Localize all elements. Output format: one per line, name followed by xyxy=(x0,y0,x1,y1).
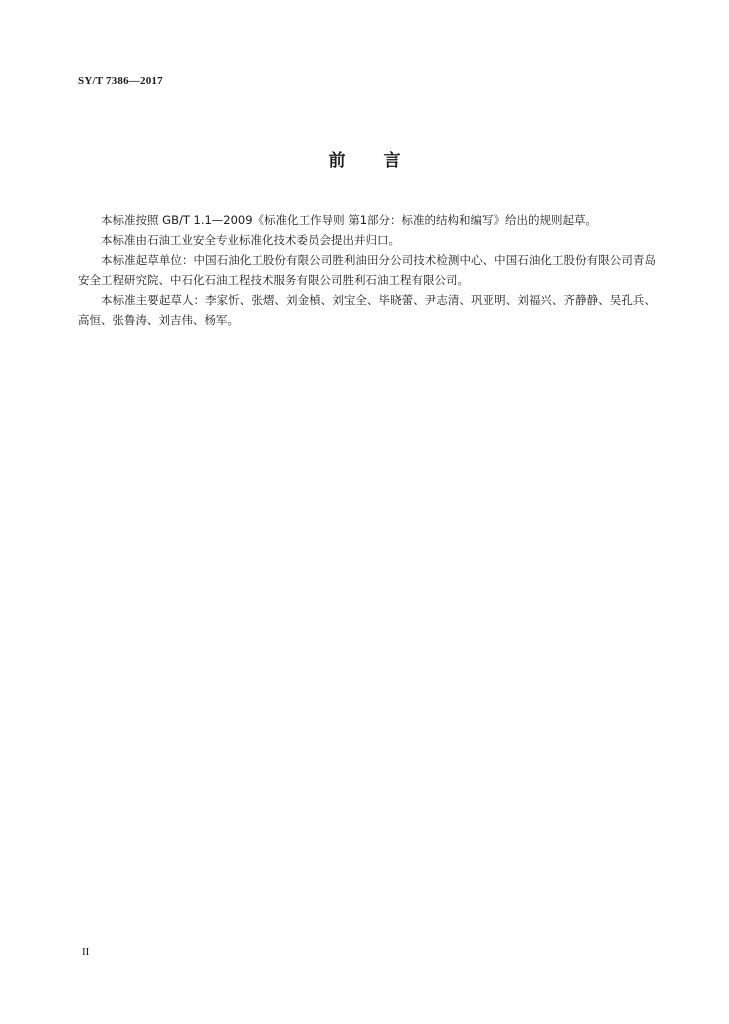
page-title: 前言 xyxy=(328,151,439,171)
page-number: II xyxy=(82,946,90,958)
paragraph-drafting-rules: 本标准按照 GB/T 1.1—2009《标准化工作导则 第1部分：标准的结构和编写》给出的规则起草。 xyxy=(101,213,598,227)
paragraph-drafters: 本标准主要起草人：李家忻、张熠、刘金楨、刘宝全、毕晓蕾、尹志清、巩亚明、刘福兴、齐静静、吴孔兵、高恒、张鲁涛、刘吉伟、杨军。 xyxy=(78,293,656,327)
standard-code: SY/T 7386—2017 xyxy=(78,75,163,87)
foreword-body xyxy=(78,210,656,330)
paragraph-proposing-committee: 本标准由石油工业安全专业标准化技术委员会提出并归口。 xyxy=(101,233,400,247)
paragraph-drafting-units: 本标准起草单位：中国石油化工股份有限公司胜利油田分公司技术检测中心、中国石油化工股份有限公司青岛安全工程研究院、中石化石油工程技术服务有限公司胜利石油工程有限公司。 xyxy=(78,253,656,287)
